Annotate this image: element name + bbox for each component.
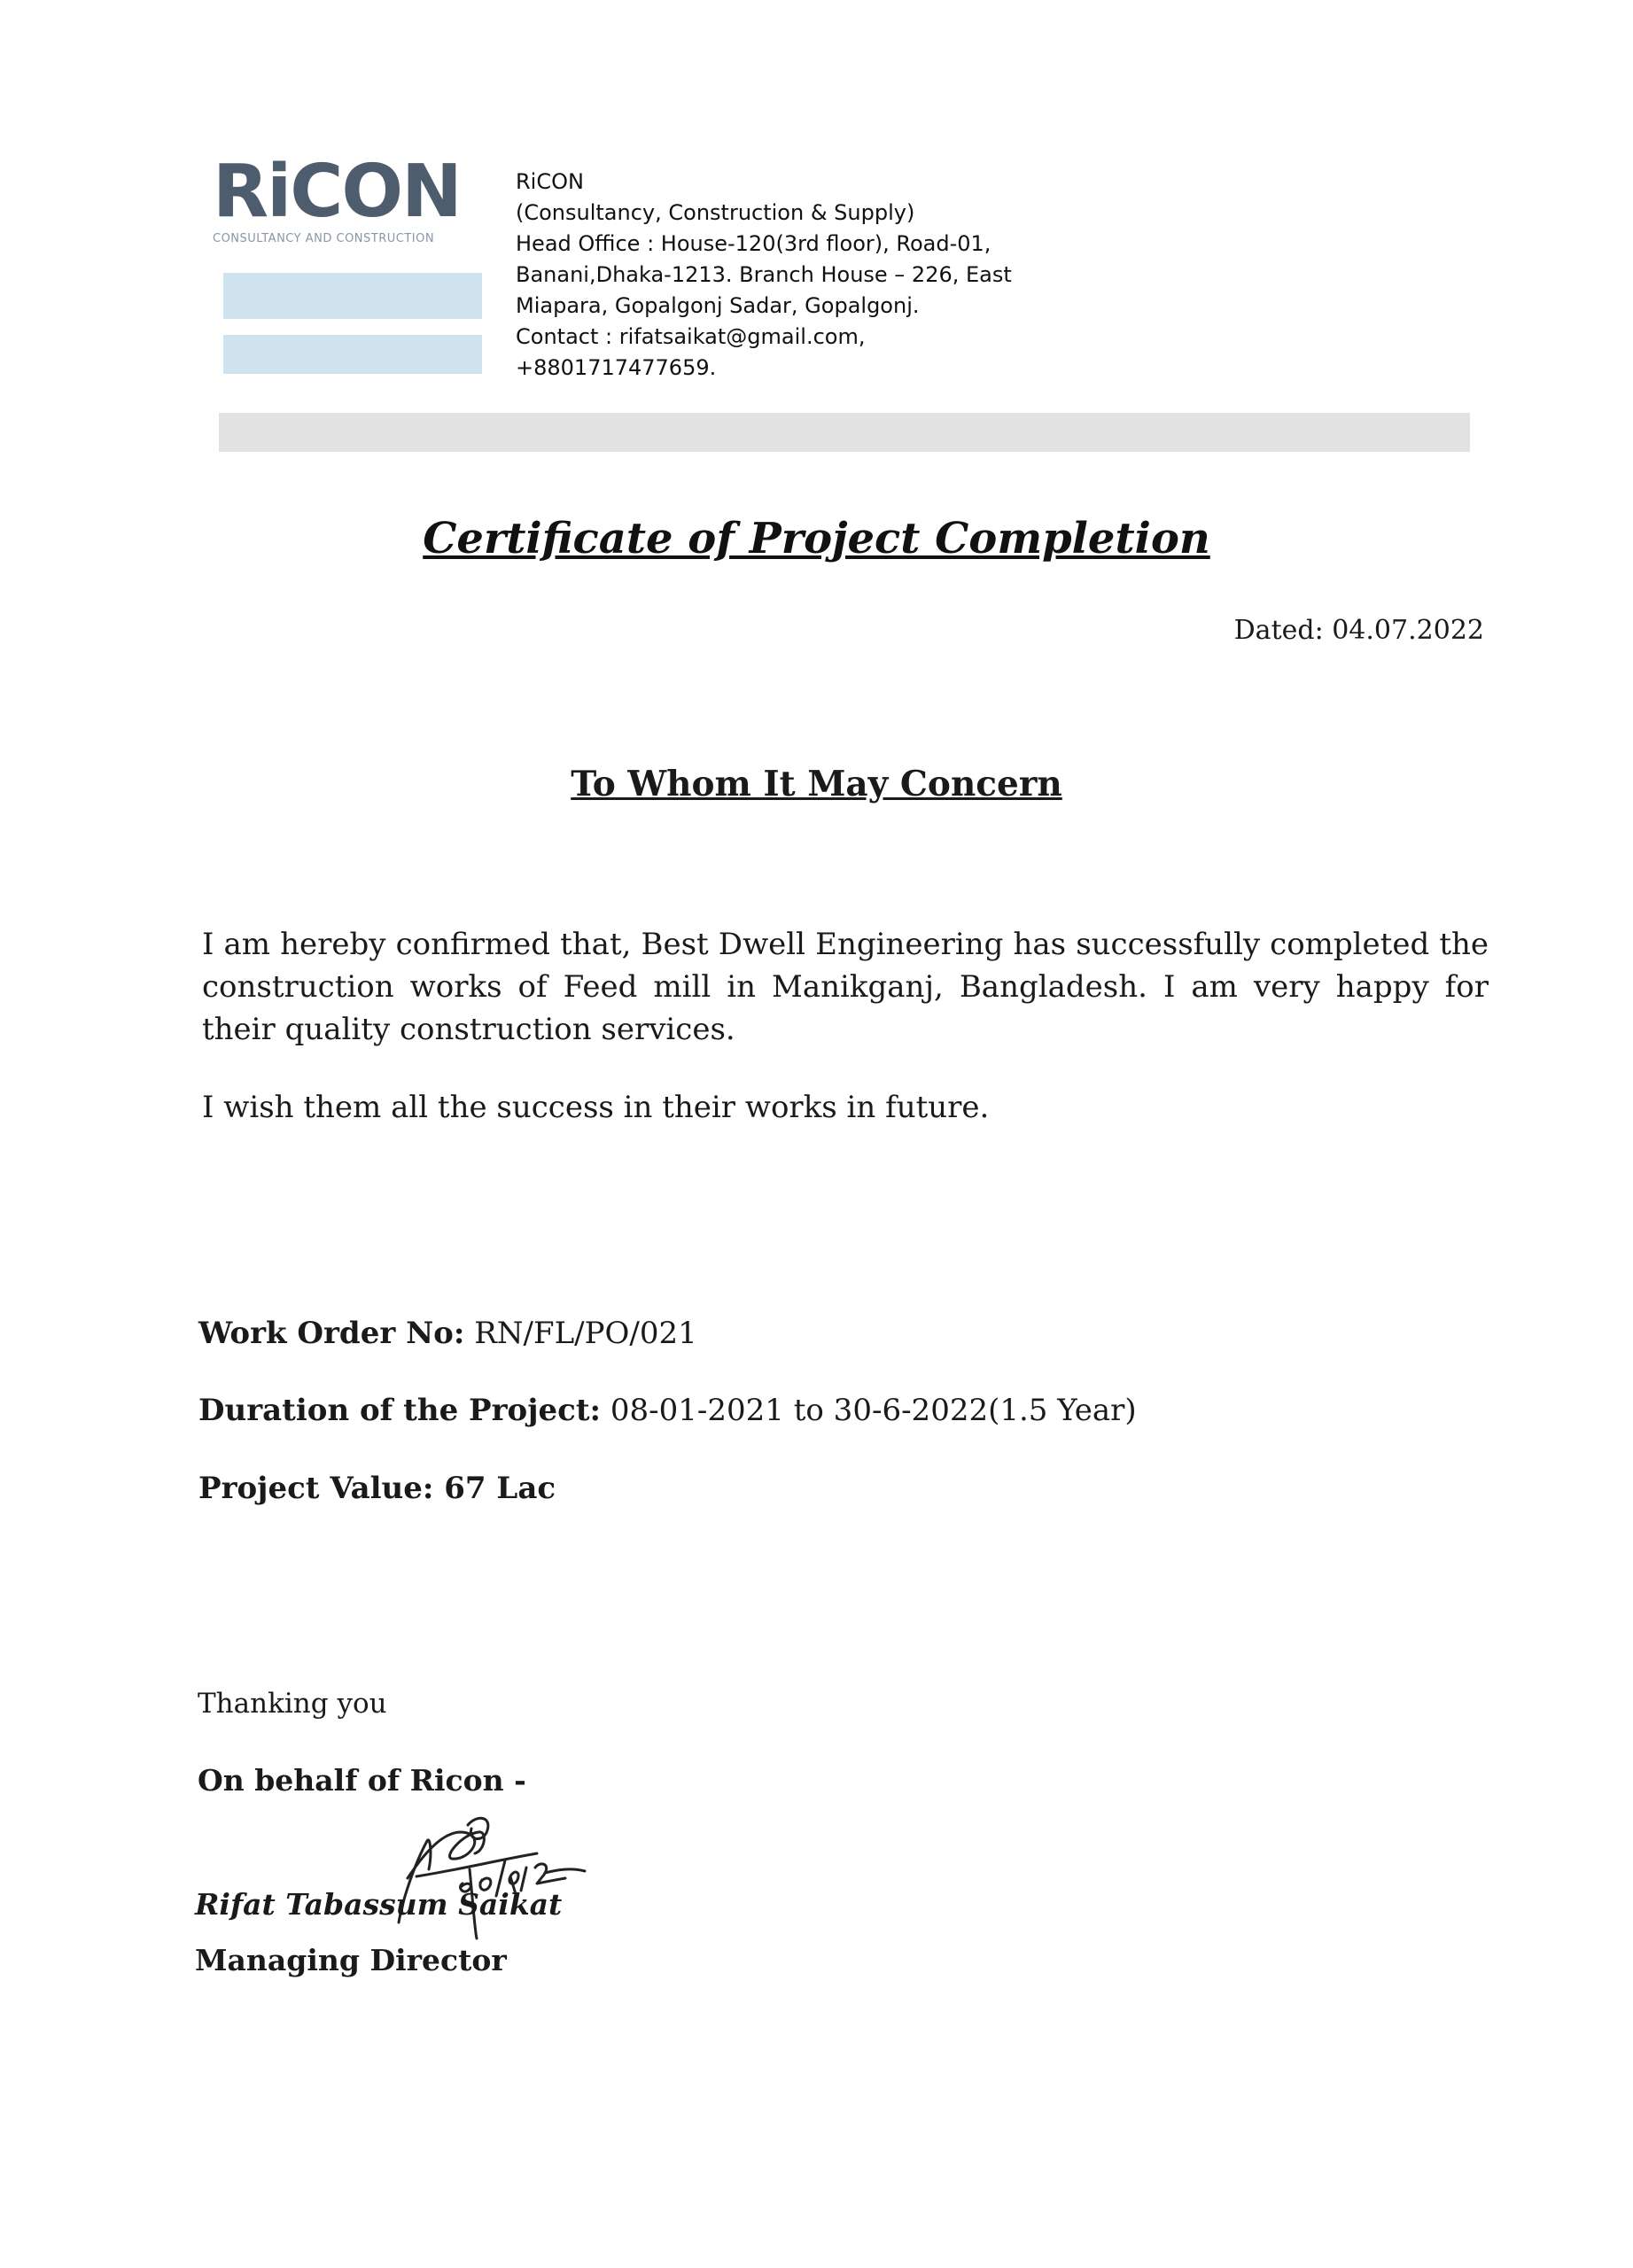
document-date: Dated: 04.07.2022 — [1233, 615, 1484, 646]
company-line: +8801717477659. — [516, 355, 717, 380]
work-order-value: RN/FL/PO/021 — [474, 1316, 697, 1351]
header-divider — [219, 413, 1470, 452]
company-line: (Consultancy, Construction & Supply) — [516, 200, 915, 225]
body-paragraph: I am hereby confirmed that, Best Dwell Engineering has successfully completed the construction works of Feed mill in Manikganj, Bangladesh. I am very happy for their quality construction services. — [202, 927, 1489, 1047]
logo-wordmark: RiCON — [213, 150, 461, 234]
duration-label: Duration of the Project: — [198, 1393, 602, 1428]
company-line: Contact : rifatsaikat@gmail.com, — [516, 324, 866, 349]
company-line: Miapara, Gopalgonj Sadar, Gopalgonj. — [516, 293, 920, 318]
duration-value: 08-01-2021 to 30-6-2022(1.5 Year) — [610, 1393, 1137, 1428]
behalf-text: On behalf of Ricon - — [198, 1763, 526, 1798]
company-address — [516, 167, 1012, 384]
signer-name: Rifat Tabassum Saikat — [195, 1887, 563, 1922]
salutation: To Whom It May Concern — [571, 764, 1062, 804]
work-order-label: Work Order No: — [198, 1316, 465, 1351]
company-line: Head Office : House-120(3rd floor), Road-01, — [516, 231, 991, 256]
logo-tagline: CONSULTANCY AND CONSTRUCTION — [213, 232, 435, 245]
closing-wish: I wish them all the success in their works in future. — [202, 1090, 990, 1125]
thanks-text: Thanking you — [198, 1688, 387, 1720]
logo-bar-bottom — [223, 335, 482, 374]
company-logo — [213, 150, 484, 245]
project-value-line — [198, 1471, 556, 1506]
work-order-line — [198, 1316, 697, 1351]
duration-line — [198, 1393, 1137, 1428]
company-line: RiCON — [516, 169, 584, 194]
document-title: Certificate of Project Completion — [423, 514, 1210, 563]
project-value-label: Project Value: 67 Lac — [198, 1471, 556, 1506]
company-line: Banani,Dhaka-1213. Branch House – 226, East — [516, 262, 1012, 287]
signer-title: Managing Director — [195, 1943, 507, 1977]
logo-bar-top — [223, 273, 482, 319]
